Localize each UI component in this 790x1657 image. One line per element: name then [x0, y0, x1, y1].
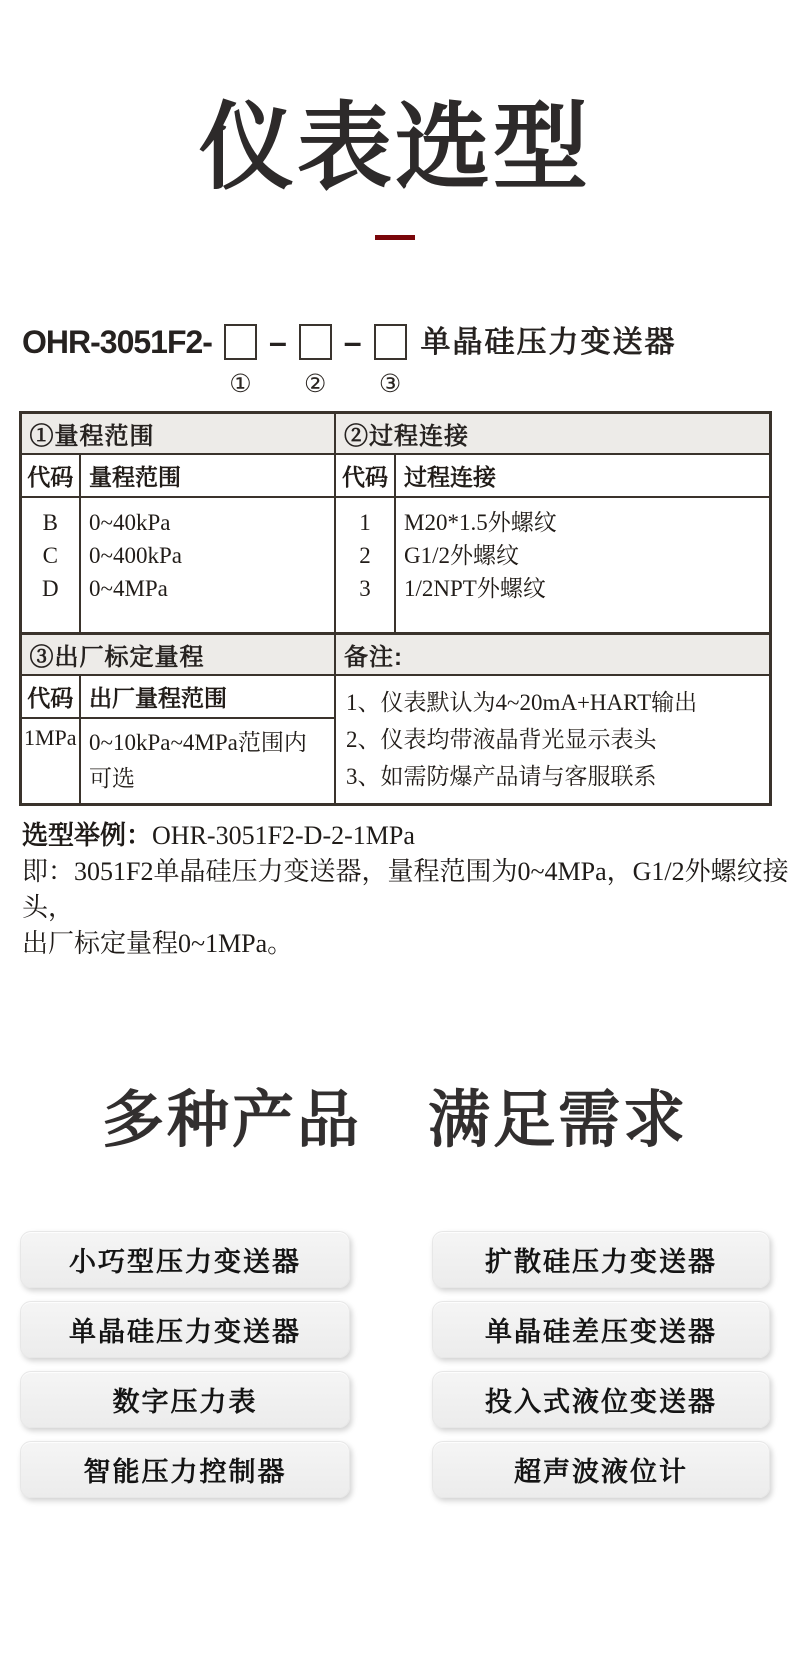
range-value: 0~4MPa	[89, 575, 168, 601]
model-separator: –	[268, 323, 287, 360]
model-slot-2	[299, 320, 332, 399]
note-item: 1、仪表默认为4~20mA+HART输出	[346, 690, 698, 715]
model-code-line	[0, 320, 790, 399]
note-item: 3、如需防爆产品请与客服联系	[346, 764, 657, 789]
product-button-submersible-level-transmitter[interactable]: 投入式液位变送器	[432, 1371, 770, 1428]
model-slot-box-1	[224, 324, 257, 360]
products-heading-left: 多种产品	[101, 1086, 362, 1155]
model-prefix: OHR-3051F2-	[22, 323, 212, 360]
model-slot-1	[224, 320, 257, 399]
section2-col-header-code: 代码	[335, 454, 395, 497]
page-title: 仪表选型	[198, 95, 591, 201]
example-line-2: 即：3051F2单晶硅压力变送器，量程范围为0~4MPa，G1/2外螺纹接头，	[22, 857, 789, 922]
range-code: D	[41, 575, 59, 601]
notes-header: 备注:	[335, 634, 770, 676]
products-heading-right: 满足需求	[428, 1086, 689, 1155]
table-row	[20, 412, 770, 454]
section3-header: ③出厂标定量程	[20, 634, 335, 676]
section2-col-header-conn: 过程连接	[395, 454, 770, 497]
section1-values	[80, 497, 335, 634]
section1-header: ①量程范围	[20, 412, 335, 454]
conn-value: M20*1.5外螺纹	[404, 509, 557, 535]
factory-range-value: 0~10kPa~4MPa范围内可选	[80, 718, 335, 805]
product-button-monocrystalline-silicon-differential-pressure-transmitter[interactable]: 单晶硅差压变送器	[432, 1301, 770, 1358]
model-separator: –	[343, 323, 362, 360]
product-button-diffused-silicon-pressure-transmitter[interactable]: 扩散硅压力变送器	[432, 1231, 770, 1288]
range-code: C	[42, 542, 58, 568]
section2-values	[395, 497, 770, 634]
section1-col-header-code: 代码	[20, 454, 80, 497]
conn-value: G1/2外螺纹	[404, 542, 519, 568]
range-value: 0~400kPa	[89, 542, 182, 568]
model-slot-label-2: ②	[304, 370, 327, 398]
range-code: B	[42, 509, 58, 535]
model-slot-label-3: ③	[378, 370, 402, 398]
product-button-grid	[20, 1231, 770, 1498]
section2-codes	[335, 497, 395, 634]
model-slot-3	[374, 320, 407, 399]
product-button-digital-pressure-gauge[interactable]: 数字压力表	[20, 1371, 350, 1428]
model-slot-box-3	[374, 324, 407, 360]
example-label: 选型举例：	[22, 821, 153, 850]
factory-range-code: 1MPa	[20, 718, 80, 805]
section3-col-header-code: 代码	[20, 675, 80, 718]
section1-col-header-range: 量程范围	[80, 454, 335, 497]
product-button-ultrasonic-level-meter[interactable]: 超声波液位计	[432, 1441, 770, 1498]
example-line-1	[22, 818, 790, 854]
conn-code: 1	[359, 509, 371, 535]
table-row	[20, 675, 770, 718]
product-button-monocrystalline-silicon-pressure-transmitter[interactable]: 单晶硅压力变送器	[20, 1301, 350, 1358]
product-button-smart-pressure-controller[interactable]: 智能压力控制器	[20, 1441, 350, 1498]
title-accent-line	[375, 235, 415, 240]
example-model: OHR-3051F2-D-2-1MPa	[152, 821, 415, 850]
selection-example	[22, 818, 790, 962]
table-row	[20, 497, 770, 634]
selection-spec-table	[19, 411, 772, 807]
example-line-3: 出厂标定量程0~1MPa。	[22, 929, 294, 958]
section2-header: ②过程连接	[335, 412, 770, 454]
model-slot-label-1: ①	[229, 370, 252, 398]
table-row	[20, 634, 770, 676]
conn-code: 3	[359, 575, 371, 601]
product-button-compact-pressure-transmitter[interactable]: 小巧型压力变送器	[20, 1231, 350, 1288]
section3-col-header-range: 出厂量程范围	[80, 675, 335, 718]
section1-codes	[20, 497, 80, 634]
range-value: 0~40kPa	[89, 509, 171, 535]
model-slot-box-2	[299, 324, 332, 360]
table-row	[20, 454, 770, 497]
products-heading	[0, 1070, 790, 1159]
note-item: 2、仪表均带液晶背光显示表头	[346, 727, 657, 752]
model-product-name: 单晶硅压力变送器	[420, 325, 677, 359]
conn-value: 1/2NPT外螺纹	[404, 575, 546, 601]
notes-list	[335, 675, 770, 805]
conn-code: 2	[359, 542, 371, 568]
